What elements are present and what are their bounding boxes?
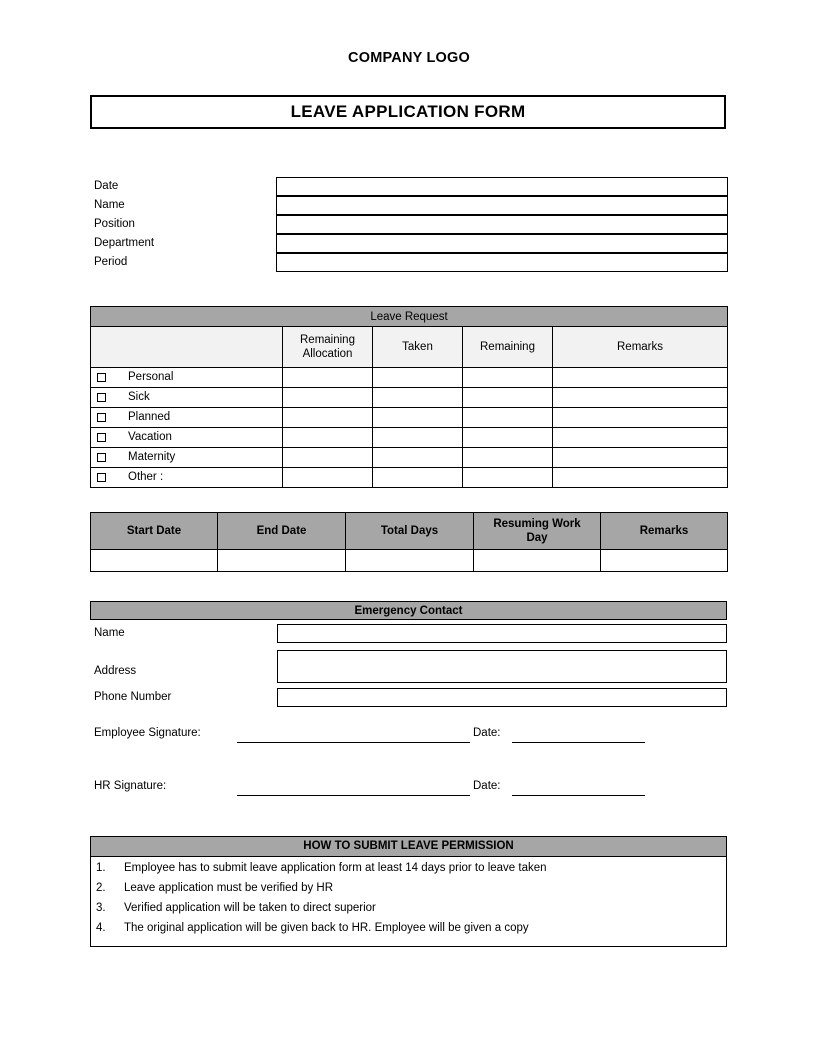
instruction-text: The original application will be given back to HR. Employee will be given a copy: [124, 922, 529, 934]
taken-cell[interactable]: [373, 388, 463, 408]
column-header-line: Remarks: [639, 525, 689, 537]
signature-block: [90, 727, 730, 806]
signature-date-input-line[interactable]: [512, 742, 645, 743]
emergency-contact-input[interactable]: [277, 688, 727, 707]
leave-type-label: Sick: [128, 391, 150, 404]
column-header-line: Taken: [402, 341, 433, 353]
signature-date-input-line[interactable]: [512, 795, 645, 796]
form-title-box: [90, 95, 726, 129]
applicant-field-input[interactable]: [276, 215, 728, 234]
leave-type-cell[interactable]: [91, 428, 283, 448]
applicant-field-input[interactable]: [276, 196, 728, 215]
column-header-line: Remarks: [617, 341, 664, 353]
column-header-line: Start Date: [126, 525, 182, 537]
resuming-work-day-cell[interactable]: [474, 550, 601, 572]
column-header-line: Allocation: [302, 348, 353, 360]
leave-period-column-header: [346, 513, 474, 550]
emergency-contact-label: Address: [94, 665, 137, 677]
instructions-title: HOW TO SUBMIT LEAVE PERMISSION: [91, 837, 726, 857]
emergency-contact-label: Phone Number: [94, 691, 172, 703]
taken-cell[interactable]: [373, 368, 463, 388]
applicant-field-row: [90, 234, 728, 253]
leave-period-column-header: [474, 513, 601, 550]
checkbox-unchecked-icon[interactable]: [97, 433, 106, 442]
instruction-number: 3.: [96, 902, 106, 914]
instruction-number: 2.: [96, 882, 106, 894]
applicant-field-input[interactable]: [276, 234, 728, 253]
remarks-cell[interactable]: [553, 368, 728, 388]
checkbox-unchecked-icon[interactable]: [97, 413, 106, 422]
instruction-text: Verified application will be taken to direct superior: [124, 902, 376, 914]
instruction-number: 1.: [96, 862, 106, 874]
leave-period-column-header: [601, 513, 728, 550]
start-date-cell[interactable]: [91, 550, 218, 572]
signature-input-line[interactable]: [237, 742, 470, 743]
emergency-contact-input[interactable]: [277, 624, 727, 643]
applicant-field-label: Date: [94, 180, 119, 192]
leave-type-label: Planned: [128, 411, 171, 424]
emergency-contact-row: [90, 620, 727, 648]
emergency-contact-title: Emergency Contact: [90, 601, 727, 620]
leave-request-column-headers: [91, 327, 728, 368]
leave-period-column-header: [91, 513, 218, 550]
table-row: [91, 550, 728, 572]
remaining-allocation-cell[interactable]: [283, 408, 373, 428]
remarks-cell[interactable]: [553, 428, 728, 448]
checkbox-unchecked-icon[interactable]: [97, 373, 106, 382]
checkbox-unchecked-icon[interactable]: [97, 453, 106, 462]
applicant-field-row: [90, 253, 728, 272]
company-logo: COMPANY LOGO: [348, 50, 470, 66]
column-header-line: Remaining: [480, 341, 535, 353]
leave-type-label: Vacation: [128, 431, 172, 444]
column-header-line: End Date: [256, 525, 307, 537]
leave-type-cell[interactable]: [91, 468, 283, 488]
remaining-allocation-cell[interactable]: [283, 448, 373, 468]
remaining-allocation-cell[interactable]: [283, 468, 373, 488]
leave-type-label: Personal: [128, 371, 174, 384]
checkbox-unchecked-icon[interactable]: [97, 393, 106, 402]
signature-row: [90, 780, 730, 806]
applicant-field-label: Position: [94, 218, 135, 230]
signature-row: [90, 727, 730, 753]
remaining-cell[interactable]: [463, 368, 553, 388]
checkbox-unchecked-icon[interactable]: [97, 473, 106, 482]
remaining-cell[interactable]: [463, 448, 553, 468]
leave-request-body: [91, 368, 728, 488]
column-header-line: Resuming Work: [493, 518, 581, 530]
instruction-item: [91, 921, 726, 941]
remarks-cell[interactable]: [553, 388, 728, 408]
remaining-cell[interactable]: [463, 468, 553, 488]
instruction-item: [91, 881, 726, 901]
end-date-cell[interactable]: [218, 550, 346, 572]
remaining-allocation-cell[interactable]: [283, 428, 373, 448]
emergency-contact-section: [90, 601, 727, 712]
leave-period-body: [91, 550, 728, 572]
remaining-cell[interactable]: [463, 428, 553, 448]
leave-request-column-header: [463, 327, 553, 368]
applicant-fields-group: [90, 177, 728, 272]
column-header-line: Remaining: [300, 334, 355, 346]
applicant-field-label: Period: [94, 256, 128, 268]
applicant-field-row: [90, 215, 728, 234]
applicant-field-label: Department: [94, 237, 155, 249]
instructions-list: [91, 857, 726, 946]
column-header-line: Day: [526, 532, 548, 544]
emergency-contact-row: [90, 684, 727, 712]
taken-cell[interactable]: [373, 408, 463, 428]
emergency-contact-label: Name: [94, 627, 125, 639]
remaining-allocation-cell[interactable]: [283, 388, 373, 408]
remaining-allocation-cell[interactable]: [283, 368, 373, 388]
instruction-item: [91, 861, 726, 881]
instruction-item: [91, 901, 726, 921]
leave-type-cell[interactable]: [91, 368, 283, 388]
remarks-cell[interactable]: [553, 448, 728, 468]
leave-request-table: [90, 306, 728, 488]
applicant-field-row: [90, 196, 728, 215]
remarks-cell[interactable]: [553, 408, 728, 428]
remaining-cell[interactable]: [463, 388, 553, 408]
table-row: [91, 448, 728, 468]
applicant-field-label: Name: [94, 199, 125, 211]
leave-period-table: [90, 512, 728, 572]
leave-type-cell[interactable]: [91, 408, 283, 428]
leave-request-column-header: [553, 327, 728, 368]
remaining-cell[interactable]: [463, 408, 553, 428]
table-row: [91, 428, 728, 448]
table-row: [91, 468, 728, 488]
instruction-text: Employee has to submit leave application form at least 14 days prior to leave taken: [124, 862, 547, 874]
leave-type-label: Maternity: [128, 451, 176, 464]
emergency-contact-fields: [90, 620, 727, 712]
page-title: LEAVE APPLICATION FORM: [290, 102, 526, 121]
leave-request-section-title: Leave Request: [91, 307, 728, 327]
leave-period-column-header: [218, 513, 346, 550]
signature-date-label: Date:: [473, 727, 501, 739]
leave-type-label: Other :: [128, 471, 164, 484]
signature-label: HR Signature:: [94, 780, 167, 792]
table-row: [91, 408, 728, 428]
leave-period-column-headers: [91, 513, 728, 550]
table-row: [91, 388, 728, 408]
emergency-contact-input[interactable]: [277, 650, 727, 683]
leave-request-column-header: [283, 327, 373, 368]
table-row: [91, 368, 728, 388]
instruction-text: Leave application must be verified by HR: [124, 882, 334, 894]
taken-cell[interactable]: [373, 468, 463, 488]
applicant-field-input[interactable]: [276, 253, 728, 272]
signature-input-line[interactable]: [237, 795, 470, 796]
instructions-section: [90, 836, 727, 947]
signature-date-label: Date:: [473, 780, 501, 792]
taken-cell[interactable]: [373, 448, 463, 468]
leave-request-column-header: [373, 327, 463, 368]
total-days-cell[interactable]: [346, 550, 474, 572]
emergency-contact-row: [90, 648, 727, 684]
leave-type-column-header: [91, 327, 283, 368]
leave-type-cell[interactable]: [91, 448, 283, 468]
taken-cell[interactable]: [373, 428, 463, 448]
remarks-cell[interactable]: [553, 468, 728, 488]
column-header-line: Total Days: [380, 525, 439, 537]
period-remarks-cell[interactable]: [601, 550, 728, 572]
signature-label: Employee Signature:: [94, 727, 201, 739]
applicant-field-row: [90, 177, 728, 196]
applicant-field-input[interactable]: [276, 177, 728, 196]
instruction-number: 4.: [96, 922, 106, 934]
leave-type-cell[interactable]: [91, 388, 283, 408]
